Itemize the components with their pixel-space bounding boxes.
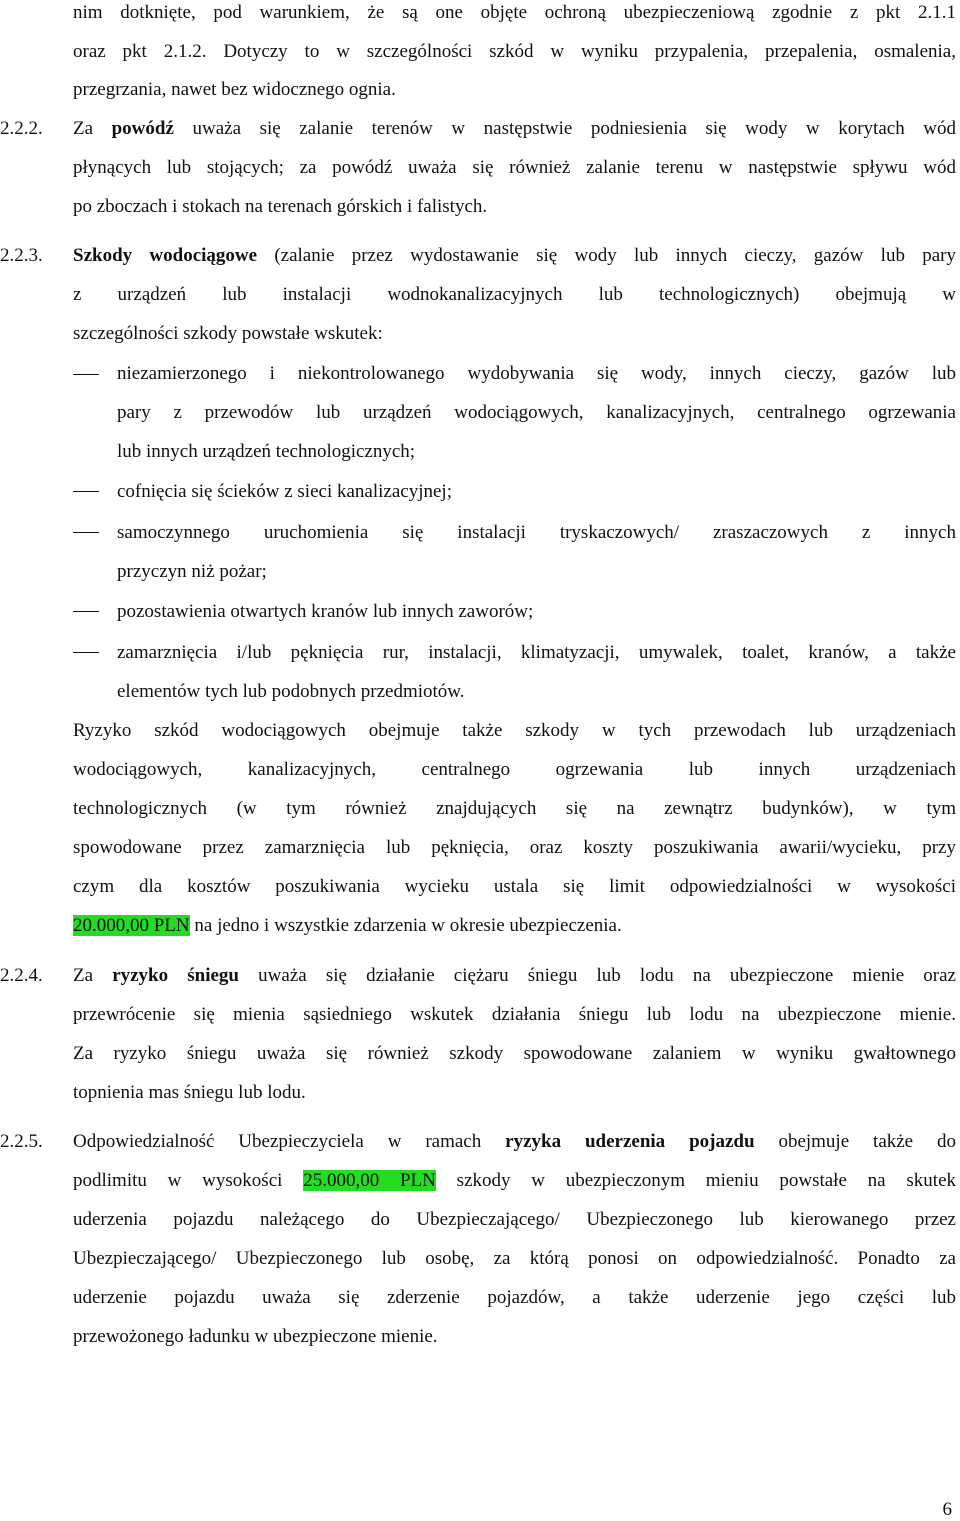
list-dash [73, 652, 99, 653]
list-item: przyczyn niż pożar; [117, 561, 267, 582]
text-line: uderzenie pojazdu uważa się zderzenie pojazdów, a także uderzenie jego części lub [73, 1287, 956, 1308]
highlighted-amount: 25.000,00 PLN [303, 1170, 436, 1191]
text-line: przewrócenie się mienia sąsiedniego wskutek działania śniegu lub lodu na ubezpieczone mienie. [73, 1004, 956, 1025]
text-line: Ubezpieczającego/ Ubezpieczonego lub osobę, za którą ponosi on odpowiedzialność. Ponadto za [73, 1248, 956, 1269]
text-line: oraz pkt 2.1.2. Dotyczy to w szczególności szkód w wyniku przypalenia, przepalenia, osmalenia, [73, 41, 956, 62]
text-line: czym dla kosztów poszukiwania wycieku ustala się limit odpowiedzialności w wysokości [73, 876, 956, 897]
list-item: zamarznięcia i/lub pęknięcia rur, instalacji, klimatyzacji, umywalek, toalet, kranów, a także [117, 642, 956, 663]
term-snow-risk: ryzyko śniegu [112, 965, 240, 986]
list-dash [73, 611, 99, 612]
list-item: niezamierzonego i niekontrolowanego wydobywania się wody, innych cieczy, gazów lub [117, 363, 956, 384]
text-line: szczególności szkody powstałe wskutek: [73, 323, 383, 344]
term-water-damage: Szkody wodociągowe [73, 245, 258, 266]
text-line: Szkody wodociągowe (zalanie przez wydostawanie się wody lub innych cieczy, gazów lub pary [73, 245, 956, 266]
text-line: Za powódź uważa się zalanie terenów w następstwie podniesienia się wody w korytach wód [73, 118, 956, 139]
text-line: Odpowiedzialność Ubezpieczyciela w ramach ryzyka uderzenia pojazdu obejmuje także do [73, 1131, 956, 1152]
text-line: uderzenia pojazdu należącego do Ubezpieczającego/ Ubezpieczonego lub kierowanego przez [73, 1209, 956, 1230]
text-line: 20.000,00 PLN na jedno i wszystkie zdarzenia w okresie ubezpieczenia. [73, 915, 622, 936]
text-line: nim dotknięte, pod warunkiem, że są one objęte ochroną ubezpieczeniową zgodnie z pkt 2.1.1 [73, 2, 956, 23]
text-line: płynących lub stojących; za powódź uważa się również zalanie terenu w następstwie spływu wód [73, 157, 956, 178]
section-number: 2.2.4. [0, 965, 43, 986]
text-line: po zboczach i stokach na terenach górskich i falistych. [73, 196, 488, 217]
section-number: 2.2.5. [0, 1131, 43, 1152]
highlighted-amount: 20.000,00 PLN [73, 915, 190, 936]
list-item: samoczynnego uruchomienia się instalacji tryskaczowych/ zraszaczowych z innych [117, 522, 956, 543]
term-vehicle-impact: ryzyka uderzenia pojazdu [505, 1131, 755, 1152]
list-dash [73, 491, 99, 492]
section-number: 2.2.2. [0, 118, 43, 139]
text-line: Za ryzyko śniegu uważa się działanie ciężaru śniegu lub lodu na ubezpieczone mienie oraz [73, 965, 956, 986]
list-dash [73, 374, 99, 375]
text-line: spowodowane przez zamarznięcia lub pęknięcia, oraz koszty poszukiwania awarii/wycieku, przy [73, 837, 956, 858]
list-item: pary z przewodów lub urządzeń wodociągowych, kanalizacyjnych, centralnego ogrzewania [117, 402, 956, 423]
text-line: Ryzyko szkód wodociągowych obejmuje także szkody w tych przewodach lub urządzeniach [73, 720, 956, 741]
text-line: przegrzania, nawet bez widocznego ognia. [73, 79, 396, 100]
section-number: 2.2.3. [0, 245, 43, 266]
text-line: Za ryzyko śniegu uważa się również szkody spowodowane zalaniem w wyniku gwałtownego [73, 1043, 956, 1064]
text-line: podlimitu w wysokości 25.000,00 PLN szkody w ubezpieczonym mieniu powstałe na skutek [73, 1170, 956, 1191]
list-item: elementów tych lub podobnych przedmiotów. [117, 681, 465, 702]
list-item: cofnięcia się ścieków z sieci kanalizacyjnej; [117, 481, 452, 502]
list-item: lub innych urządzeń technologicznych; [117, 441, 416, 462]
term-flood: powódź [111, 118, 174, 139]
text-line: topnienia mas śniegu lub lodu. [73, 1082, 306, 1103]
list-dash [73, 532, 99, 533]
page-number: 6 [942, 1499, 952, 1520]
text-line: przewożonego ładunku w ubezpieczone mienie. [73, 1326, 438, 1347]
text-line: wodociągowych, kanalizacyjnych, centralnego ogrzewania lub innych urządzeniach [73, 759, 956, 780]
text-line: z urządzeń lub instalacji wodnokanalizacyjnych lub technologicznych) obejmują w [73, 284, 956, 305]
text-line: technologicznych (w tym również znajdujących się na zewnątrz budynków), w tym [73, 798, 956, 819]
list-item: pozostawienia otwartych kranów lub innych zaworów; [117, 601, 534, 622]
